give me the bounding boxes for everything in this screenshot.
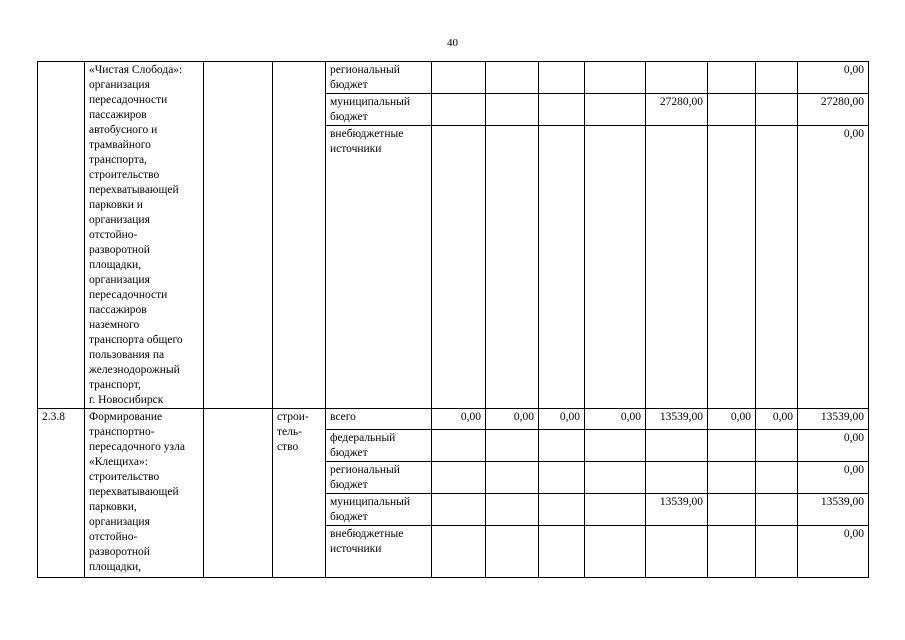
value-cell [539, 526, 585, 578]
value-cell [585, 430, 646, 462]
value-cell: 0,00 [585, 409, 646, 430]
value-cell [432, 430, 486, 462]
page-number: 40 [447, 37, 458, 49]
funding-source-cell [326, 409, 432, 430]
value-cell [646, 526, 708, 578]
value-cell: 0,00 [486, 409, 539, 430]
value-cell [756, 94, 798, 126]
table-row [38, 409, 869, 430]
value-cell [432, 126, 486, 409]
item-name-line: перехватывающей [89, 486, 179, 498]
executor-cell [204, 409, 273, 578]
item-name-line: площадки, [89, 561, 142, 573]
total-cell: 27280,00 [798, 94, 869, 126]
item-name-line: разворотной [89, 244, 150, 256]
value-cell [585, 494, 646, 526]
item-name-line: организация [89, 516, 150, 528]
work-type-cell [273, 62, 326, 409]
value-cell [646, 62, 708, 94]
value-cell [486, 462, 539, 494]
value-cell: 0,00 [539, 409, 585, 430]
item-name-line: перехватывающей [89, 184, 179, 196]
value-cell [539, 94, 585, 126]
work-type-line: тель- [277, 426, 302, 438]
value-cell [646, 462, 708, 494]
value-cell [756, 62, 798, 94]
item-name-line: пользования па [89, 349, 165, 361]
value-cell [585, 62, 646, 94]
funding-source-line: источники [330, 143, 382, 155]
item-name-line: транспортно- [89, 426, 155, 438]
value-cell [539, 462, 585, 494]
item-name-line: пассажиров [89, 109, 147, 121]
total-cell: 13539,00 [798, 494, 869, 526]
item-name-line: автобусного и [89, 124, 158, 136]
value-cell [756, 430, 798, 462]
item-name-line: пассажиров [89, 304, 147, 316]
item-name-line: парковки, [89, 501, 137, 513]
value-cell [486, 94, 539, 126]
value-cell [708, 62, 756, 94]
value-cell [486, 62, 539, 94]
item-name-line: отстойно- [89, 229, 138, 241]
item-name-line: железнодорожный [89, 364, 180, 376]
item-name-line: отстойно- [89, 531, 138, 543]
value-cell [539, 62, 585, 94]
item-name-line: строительство [89, 169, 160, 181]
item-name-line: Формирование [89, 411, 163, 423]
funding-source-line: федеральный [330, 432, 396, 444]
value-cell [432, 62, 486, 94]
item-number-cell [38, 62, 85, 409]
value-cell [486, 526, 539, 578]
value-cell: 0,00 [708, 409, 756, 430]
item-name-line: строительство [89, 471, 160, 483]
item-name-line: пересадочности [89, 289, 168, 301]
value-cell: 13539,00 [646, 409, 708, 430]
funding-source-line: источники [330, 543, 382, 555]
item-name-line: транспорта общего [89, 334, 183, 346]
value-cell [708, 126, 756, 409]
item-name-line: г. Новосибирск [89, 394, 164, 406]
item-name-line: организация [89, 214, 150, 226]
funding-source-line: муниципальный [330, 96, 411, 108]
total-cell: 0,00 [798, 62, 869, 94]
item-name-cell [85, 62, 204, 409]
funding-source-line: бюджет [330, 511, 368, 523]
value-cell [486, 126, 539, 409]
value-cell [432, 494, 486, 526]
item-name-line: транспорт, [89, 379, 141, 391]
item-name-line: пересадочного узла [89, 441, 185, 453]
funding-source-cell [326, 94, 432, 126]
value-cell [646, 430, 708, 462]
total-cell: 0,00 [798, 462, 869, 494]
value-cell [539, 494, 585, 526]
value-cell [756, 526, 798, 578]
funding-source-line: внебюджетные [330, 528, 404, 540]
value-cell: 0,00 [432, 409, 486, 430]
value-cell: 13539,00 [646, 494, 708, 526]
funding-source-cell [326, 526, 432, 578]
item-name-line: «Чистая Слобода»: [89, 64, 183, 76]
value-cell [539, 126, 585, 409]
funding-source-cell [326, 430, 432, 462]
funding-source-cell [326, 462, 432, 494]
funding-source-line: бюджет [330, 447, 368, 459]
executor-cell [204, 62, 273, 409]
work-type-line: строи- [277, 411, 309, 423]
total-cell: 0,00 [798, 526, 869, 578]
item-name-line: транспорта, [89, 154, 147, 166]
value-cell [539, 430, 585, 462]
value-cell [432, 526, 486, 578]
item-name-line: пересадочности [89, 94, 168, 106]
value-cell [708, 94, 756, 126]
item-name-line: наземного [89, 319, 140, 331]
funding-source-line: бюджет [330, 79, 368, 91]
funding-source-line: внебюджетные [330, 128, 404, 140]
funding-source-line: бюджет [330, 111, 368, 123]
work-type-cell [273, 409, 326, 578]
funding-source-cell [326, 126, 432, 409]
value-cell: 27280,00 [646, 94, 708, 126]
value-cell: 0,00 [756, 409, 798, 430]
item-name-line: организация [89, 79, 150, 91]
value-cell [585, 526, 646, 578]
item-number-cell: 2.3.8 [38, 409, 85, 578]
total-cell: 0,00 [798, 126, 869, 409]
total-cell: 0,00 [798, 430, 869, 462]
item-name-line: парковки и [89, 199, 143, 211]
funding-source-cell [326, 62, 432, 94]
value-cell [708, 494, 756, 526]
value-cell [585, 94, 646, 126]
value-cell [756, 126, 798, 409]
value-cell [432, 462, 486, 494]
value-cell [486, 494, 539, 526]
value-cell [708, 430, 756, 462]
value-cell [486, 430, 539, 462]
value-cell [585, 126, 646, 409]
funding-source-line: бюджет [330, 479, 368, 491]
budget-table [37, 61, 869, 578]
value-cell [708, 462, 756, 494]
item-name-line: разворотной [89, 546, 150, 558]
value-cell [708, 526, 756, 578]
value-cell [585, 462, 646, 494]
funding-source-cell [326, 494, 432, 526]
item-name-cell [85, 409, 204, 578]
work-type-line: ство [277, 441, 299, 453]
table-row [38, 62, 869, 94]
funding-source-line: региональный [330, 464, 400, 476]
item-name-line: трамвайного [89, 139, 151, 151]
funding-source-line: всего [330, 411, 356, 423]
value-cell [756, 462, 798, 494]
value-cell [432, 94, 486, 126]
funding-source-line: муниципальный [330, 496, 411, 508]
item-name-line: организация [89, 274, 150, 286]
item-name-line: площадки, [89, 259, 142, 271]
total-cell: 13539,00 [798, 409, 869, 430]
item-name-line: «Клещиха»: [89, 456, 148, 468]
value-cell [646, 126, 708, 409]
value-cell [756, 494, 798, 526]
funding-source-line: региональный [330, 64, 400, 76]
